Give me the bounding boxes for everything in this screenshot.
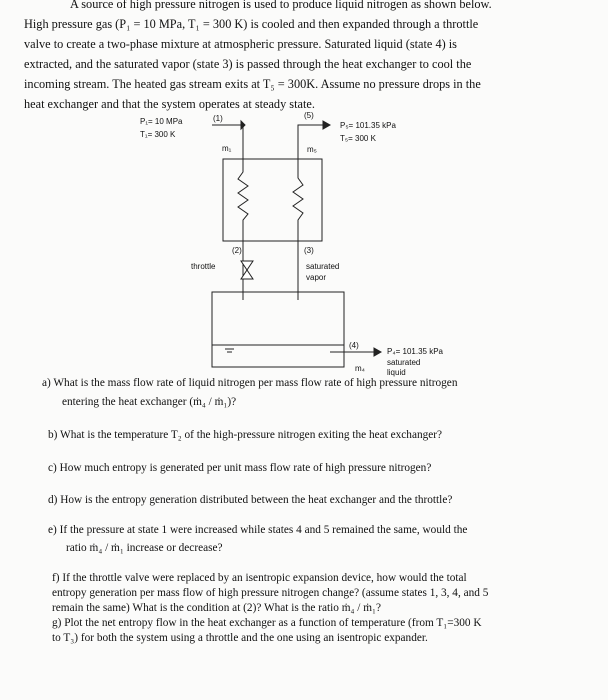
intro-line: extracted, and the saturated vapor (state 3) is passed through the heat exchanger to cool the [24,57,472,71]
state-4-label: (4) [349,341,359,350]
saturated-vapor-label: saturated [306,262,340,271]
question-e: ratio ṁ₄ / ṁ₁ increase or decrease? [66,542,223,554]
intro-line: A source of high pressure nitrogen is used to produce liquid nitrogen as shown below. [70,0,492,11]
question-g: to T₃) for both the system using a throttle and the one using an isentropic expander. [52,632,428,644]
t1-label: T₁= 300 K [140,130,176,139]
t5-label: T₅= 300 K [340,134,376,143]
state-5-label: (5) [304,111,314,120]
question-f: entropy generation per mass flow of high pressure nitrogen change? (assume states 1, 3, 4, and 5 [52,587,489,599]
question-g: g) Plot the net entropy flow in the heat exchanger as a function of temperature (from T₁=300 K [52,617,482,629]
m4-label: m₄ [355,364,365,373]
question-e: e) If the pressure at state 1 were increased while states 4 and 5 remained the same, would the [48,524,468,536]
m5-label: m₅ [307,145,317,154]
question-c: c) How much entropy is generated per unit mass flow rate of high pressure nitrogen? [48,462,432,474]
intro-line: heat exchanger and that the system operates at steady state. [24,97,315,111]
intro-line: valve to create a two-phase mixture at atmospheric pressure. Saturated liquid (state 4) is [24,37,457,51]
saturated-vapor-label: vapor [306,273,327,282]
state-1-label: (1) [213,114,223,123]
separator-tank [212,292,344,367]
saturated-liquid-label: liquid [387,368,406,377]
p4-label: P₄= 101.35 kPa [387,347,443,356]
question-d: d) How is the entropy generation distributed between the heat exchanger and the throttle? [48,494,453,506]
state-2-label: (2) [232,246,242,255]
question-a: a) What is the mass flow rate of liquid nitrogen per mass flow rate of high pressure nitrogen [42,377,458,389]
question-f: remain the same) What is the condition at (2)? What is the ratio ṁ₄ / ṁ₁? [52,602,382,614]
saturated-liquid-label: saturated [387,358,421,367]
state-3-label: (3) [304,246,314,255]
heat-exchanger [223,159,322,241]
question-f: f) If the throttle valve were replaced by an isentropic expansion device, how would the total [52,572,467,584]
p5-label: P₅= 101.35 kPa [340,121,396,130]
question-b: b) What is the temperature T₂ of the high-pressure nitrogen exiting the heat exchanger? [48,429,443,441]
intro-line: High pressure gas (P₁ = 10 MPa, T₁ = 300 K) is cooled and then expanded through a throttle [24,17,479,31]
p1-label: P₁= 10 MPa [140,117,183,126]
m1-label: m₁ [222,144,232,153]
throttle-label: throttle [191,262,216,271]
intro-line: incoming stream. The heated gas stream exits at T₅ = 300K. Assume no pressure drops in the [24,77,481,91]
question-a: entering the heat exchanger (ṁ₄ / ṁ₁)? [62,396,237,408]
